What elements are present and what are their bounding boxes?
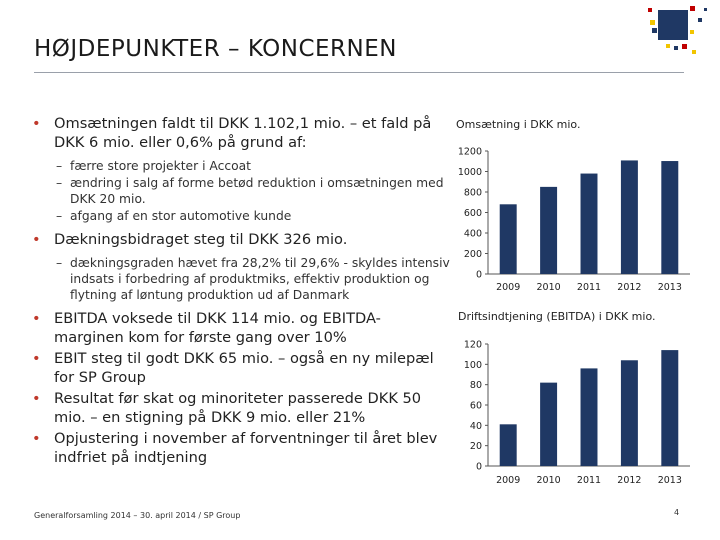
ebitda-y-tick-label: 0 [475,461,482,473]
ebitda-bar-2012 [621,360,638,466]
ebitda-bar-2011 [581,368,598,466]
revenue-x-tick-label: 2009 [496,282,521,293]
revenue-chart-title: Omsætning i DKK mio. [456,118,581,131]
ebitda-bar-2010 [540,383,557,466]
footer-text: Generalforsamling 2014 – 30. april 2014 / SP Group [34,511,241,520]
revenue-y-tick-label: 0 [475,269,482,281]
revenue-y-tick-label: 1200 [457,146,482,158]
bullet-profit-before-tax: • Resultat før skat og minoriteter passerede DKK 50 mio. – en stigning på DKK 9 mio. eller 21% [30,389,450,427]
ebitda-y-tick-label: 80 [469,380,482,392]
revenue-y-tick-label: 200 [463,249,482,260]
revenue-bar-2009 [500,204,517,274]
page-number: 4 [674,508,680,517]
revenue-bar-2011 [581,174,598,274]
slide-title: HØJDEPUNKTER – KONCERNEN [34,36,397,62]
revenue-chart [456,118,690,293]
revenue-bar-2012 [621,160,638,274]
ebitda-bar-2009 [500,424,517,466]
ebitda-chart-title: Driftsindtjening (EBITDA) i DKK mio. [458,310,656,323]
ebitda-y-tick-label: 20 [469,441,482,453]
ebitda-bar-2013 [661,350,678,466]
ebitda-x-tick-label: 2012 [617,475,642,486]
ebitda-y-tick-label: 120 [463,339,482,351]
revenue-y-tick-label: 1000 [457,167,482,178]
revenue-y-tick-label: 600 [463,208,482,219]
revenue-bar-2013 [661,161,678,274]
ebitda-chart [458,310,690,486]
sub-bullet: – afgang af en stor automotive kunde [30,208,450,224]
ebitda-x-tick-label: 2013 [657,475,682,486]
ebitda-x-tick-label: 2011 [576,475,602,486]
bullet-ebit: • EBIT steg til godt DKK 65 mio. – også en ny milepæl for SP Group [30,349,450,387]
revenue-bar-2010 [540,187,557,274]
bullet-revenue: • Omsætningen faldt til DKK 1.102,1 mio. – et fald på DKK 6 mio. eller 0,6% på grund af: [30,114,450,152]
sub-bullet: – dækningsgraden hævet fra 28,2% til 29,6% - skyldes intensiv indsats i forbedring af produktmiks, effektiv produktion og flytning af løntung produktion ud af Danmark [30,255,450,303]
revenue-x-tick-label: 2013 [657,282,682,293]
ebitda-y-tick-label: 100 [463,359,482,371]
bullet-ebitda: • EBITDA voksede til DKK 114 mio. og EBITDA-marginen kom for første gang over 10% [30,309,450,347]
revenue-x-tick-label: 2011 [576,282,602,293]
bullet-outlook: • Opjustering i november af forventninger til året blev indfriet på indtjening [30,429,450,467]
revenue-x-tick-label: 2012 [617,282,642,293]
revenue-x-tick-label: 2010 [536,282,561,293]
ebitda-y-tick-label: 40 [469,420,482,432]
sub-bullet: – færre store projekter i Accoat [30,158,450,174]
ebitda-x-tick-label: 2010 [536,475,561,486]
bullet-contribution: • Dækningsbidraget steg til DKK 326 mio. [30,230,450,249]
ebitda-y-tick-label: 60 [469,400,482,412]
ebitda-x-tick-label: 2009 [496,475,521,486]
sub-bullet: – ændring i salg af forme betød reduktion i omsætningen med DKK 20 mio. [30,175,450,207]
revenue-y-tick-label: 800 [463,187,482,199]
revenue-y-tick-label: 400 [463,228,482,240]
